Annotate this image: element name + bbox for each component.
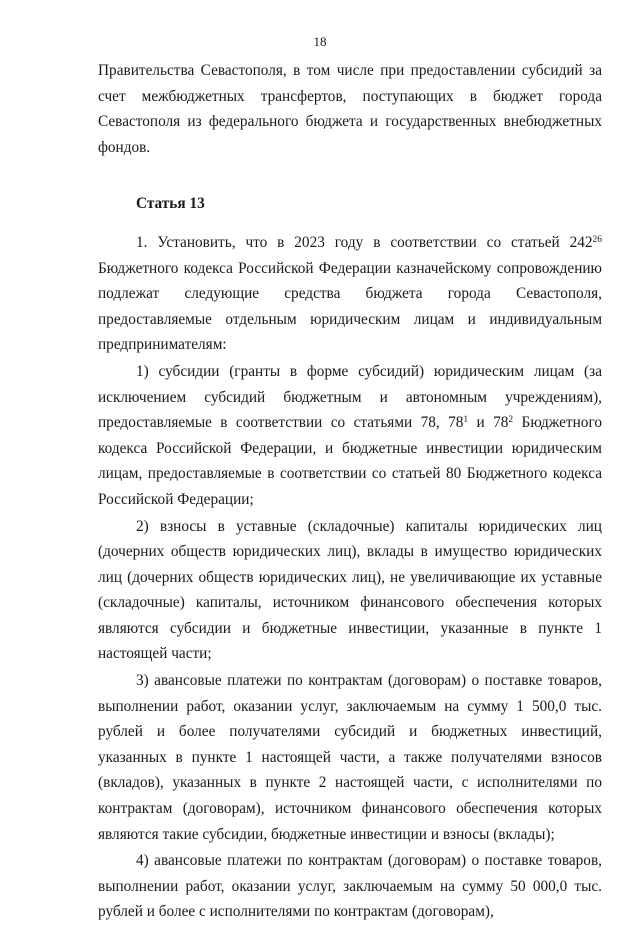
list-item-3: 3) авансовые платежи по контрактам (договорам) о поставке товаров, выполнении работ, оказании услуг, заключаемым на сумму 1 500,0 тыс. рублей и более получателями субсидий и бюджетных инвестиций, указанных в пункте 1 настоящей части, а также получателями взносов (вкладов), указанных в пункте 2 настоящей части, с исполнителями по контрактам (договорам), источником финансового обеспечения которых являются такие субсидии, бюджетные инвестиции и взносы (вклады); bbox=[98, 672, 602, 843]
article-ref-superscript: 26 bbox=[592, 234, 602, 245]
list-item-2: 2) взносы в уставные (складочные) капиталы юридических лиц (дочерних обществ юридических лиц), вклады в имущество юридических лиц (дочерних обществ юридических лиц), не увеличивающие их уставные (складочные) капиталы, источником финансового обеспечения которых являются субсидии и бюджетные инвестиции, указанные в пункте 1 настоящей части; bbox=[98, 517, 602, 663]
page-number: 18 bbox=[313, 34, 327, 49]
article-paragraph-1 bbox=[98, 230, 602, 358]
document-body bbox=[98, 58, 602, 925]
intro-paragraph: Правительства Севастополя, в том числе при предоставлении субсидий за счет межбюджетных трансфертов, поступающих в бюджет города Севастополя из федерального бюджета и государственных внебюджетных фондов. bbox=[98, 62, 602, 156]
paragraph-1-text-b: Бюджетного кодекса Российской Федерации казначейскому сопровождению подлежат следующие средства бюджета города Севастополя, предоставляемые отдельным юридическим лицам и индивидуальным предпринимателям: bbox=[98, 259, 602, 354]
article-ref-superscript: 1 bbox=[463, 414, 469, 425]
list-item-1 bbox=[98, 359, 602, 513]
list-item-4: 4) авансовые платежи по контрактам (договорам) о поставке товаров, выполнении работ, оказании услуг, заключаемым на сумму 50 000,0 тыс. рублей и более с исполнителями по контрактам (договорам), bbox=[98, 852, 602, 921]
article-title: Статья 13 bbox=[136, 195, 205, 213]
article-ref-superscript: 2 bbox=[508, 414, 514, 425]
paragraph-1-text-a: 1. Установить, что в 2023 году в соответствии со статьей 242 bbox=[136, 233, 593, 251]
item-1-text-b: и 78 bbox=[468, 414, 509, 432]
item-1-text-c: Бюджетного кодекса Российской Федерации, и бюджетные инвестиции юридическим лицам, предоставляемые в соответствии со статьей 80 Бюджетного кодекса Российской Федерации; bbox=[98, 414, 602, 508]
item-1-text-a: 1) субсидии (гранты в форме субсидий) юридическим лицам (за исключением субсидий бюджетным и автономным учреждениям), предоставляемые в соответствии со статьями 78, 78 bbox=[98, 362, 602, 432]
